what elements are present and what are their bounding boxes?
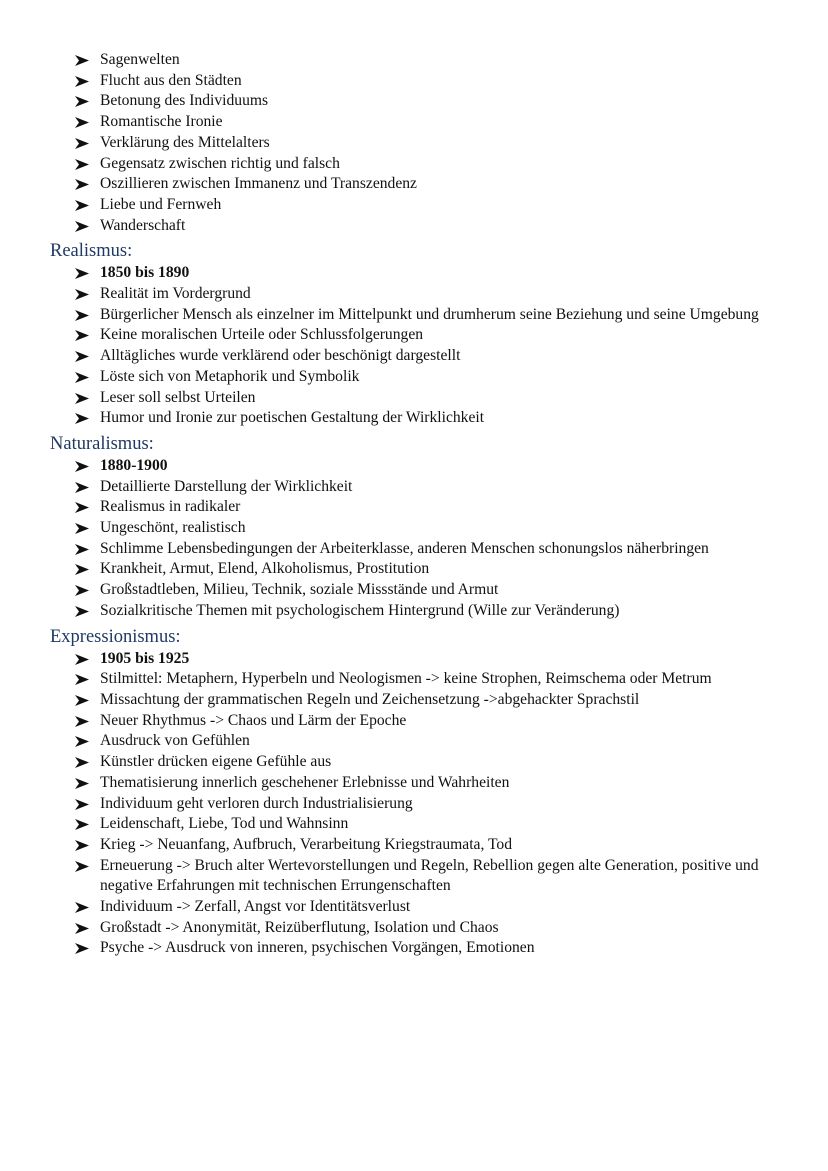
list-item: Krieg -> Neuanfang, Aufbruch, Verarbeitung Kriegstraumata, Tod xyxy=(0,835,828,856)
list-item: Detaillierte Darstellung der Wirklichkeit xyxy=(0,477,828,498)
arrowhead-bullet-icon xyxy=(75,393,89,404)
arrowhead-bullet-icon xyxy=(75,840,89,851)
arrowhead-bullet-icon xyxy=(75,564,89,575)
list-item: Leidenschaft, Liebe, Tod und Wahnsinn xyxy=(0,814,828,835)
arrowhead-bullet-icon xyxy=(75,310,89,321)
list-item: Thematisierung innerlich geschehener Erlebnisse und Wahrheiten xyxy=(0,773,828,794)
arrowhead-bullet-icon xyxy=(75,76,89,87)
list-item: Humor und Ironie zur poetischen Gestaltung der Wirklichkeit xyxy=(0,408,828,429)
list-item: Individuum geht verloren durch Industrialisierung xyxy=(0,794,828,815)
list-item: Löste sich von Metaphorik und Symbolik xyxy=(0,367,828,388)
arrowhead-bullet-icon xyxy=(75,289,89,300)
list-item: Liebe und Fernweh xyxy=(0,195,828,216)
list-item: Bürgerlicher Mensch als einzelner im Mittelpunkt und drumherum seine Beziehung und seine Umgebung xyxy=(0,305,828,326)
list-item: Missachtung der grammatischen Regeln und Zeichensetzung ->abgehackter Sprachstil xyxy=(0,690,828,711)
list-item: Großstadt -> Anonymität, Reizüberflutung, Isolation und Chaos xyxy=(0,918,828,939)
list-item: Alltägliches wurde verklärend oder beschönigt dargestellt xyxy=(0,346,828,367)
list-item: Realismus in radikaler xyxy=(0,497,828,518)
list-item: Psyche -> Ausdruck von inneren, psychischen Vorgängen, Emotionen xyxy=(0,938,828,959)
list-item: Neuer Rhythmus -> Chaos und Lärm der Epoche xyxy=(0,711,828,732)
arrowhead-bullet-icon xyxy=(75,544,89,555)
arrowhead-bullet-icon xyxy=(75,351,89,362)
arrowhead-bullet-icon xyxy=(75,757,89,768)
arrowhead-bullet-icon xyxy=(75,654,89,665)
arrowhead-bullet-icon xyxy=(75,523,89,534)
arrowhead-bullet-icon xyxy=(75,923,89,934)
arrowhead-bullet-icon xyxy=(75,695,89,706)
section-heading-expressionismus: Expressionismus: xyxy=(50,626,181,647)
realismus-list xyxy=(0,263,828,429)
list-item: Individuum -> Zerfall, Angst vor Identitätsverlust xyxy=(0,897,828,918)
list-item: Flucht aus den Städten xyxy=(0,71,828,92)
arrowhead-bullet-icon xyxy=(75,943,89,954)
intro-list xyxy=(0,50,828,236)
list-item: 1905 bis 1925 xyxy=(0,649,828,670)
arrowhead-bullet-icon xyxy=(75,606,89,617)
arrowhead-bullet-icon xyxy=(75,585,89,596)
arrowhead-bullet-icon xyxy=(75,117,89,128)
arrowhead-bullet-icon xyxy=(75,736,89,747)
list-item: Ausdruck von Gefühlen xyxy=(0,731,828,752)
arrowhead-bullet-icon xyxy=(75,413,89,424)
list-item: Leser soll selbst Urteilen xyxy=(0,388,828,409)
list-item: Keine moralischen Urteile oder Schlussfolgerungen xyxy=(0,325,828,346)
arrowhead-bullet-icon xyxy=(75,461,89,472)
list-item: Sozialkritische Themen mit psychologischem Hintergrund (Wille zur Veränderung) xyxy=(0,601,828,622)
arrowhead-bullet-icon xyxy=(75,96,89,107)
list-item: Erneuerung -> Bruch alter Wertevorstellungen und Regeln, Rebellion gegen alte Generation, positive und negative Erfahrungen mit technischen Errungenschaften xyxy=(0,856,828,897)
list-item: Sagenwelten xyxy=(0,50,828,71)
arrowhead-bullet-icon xyxy=(75,268,89,279)
arrowhead-bullet-icon xyxy=(75,502,89,513)
arrowhead-bullet-icon xyxy=(75,902,89,913)
list-item: 1880-1900 xyxy=(0,456,828,477)
expressionismus-list xyxy=(0,649,828,960)
list-item: Romantische Ironie xyxy=(0,112,828,133)
naturalismus-list xyxy=(0,456,828,622)
list-item: Ungeschönt, realistisch xyxy=(0,518,828,539)
section-heading-naturalismus: Naturalismus: xyxy=(50,433,154,454)
arrowhead-bullet-icon xyxy=(75,55,89,66)
arrowhead-bullet-icon xyxy=(75,159,89,170)
arrowhead-bullet-icon xyxy=(75,372,89,383)
arrowhead-bullet-icon xyxy=(75,482,89,493)
list-item: Großstadtleben, Milieu, Technik, soziale Missstände und Armut xyxy=(0,580,828,601)
arrowhead-bullet-icon xyxy=(75,674,89,685)
list-item: Oszillieren zwischen Immanenz und Transzendenz xyxy=(0,174,828,195)
list-item: Krankheit, Armut, Elend, Alkoholismus, Prostitution xyxy=(0,559,828,580)
arrowhead-bullet-icon xyxy=(75,138,89,149)
arrowhead-bullet-icon xyxy=(75,200,89,211)
list-item: Realität im Vordergrund xyxy=(0,284,828,305)
list-item: Künstler drücken eigene Gefühle aus xyxy=(0,752,828,773)
list-item: Stilmittel: Metaphern, Hyperbeln und Neologismen -> keine Strophen, Reimschema oder Metrum xyxy=(0,669,828,690)
list-item: Schlimme Lebensbedingungen der Arbeiterklasse, anderen Menschen schonungslos näherbringen xyxy=(0,539,828,560)
arrowhead-bullet-icon xyxy=(75,819,89,830)
list-item: Verklärung des Mittelalters xyxy=(0,133,828,154)
section-heading-realismus: Realismus: xyxy=(50,241,133,262)
list-item: 1850 bis 1890 xyxy=(0,263,828,284)
arrowhead-bullet-icon xyxy=(75,861,89,872)
arrowhead-bullet-icon xyxy=(75,221,89,232)
arrowhead-bullet-icon xyxy=(75,330,89,341)
arrowhead-bullet-icon xyxy=(75,778,89,789)
list-item: Betonung des Individuums xyxy=(0,91,828,112)
arrowhead-bullet-icon xyxy=(75,179,89,190)
list-item: Wanderschaft xyxy=(0,216,828,237)
list-item: Gegensatz zwischen richtig und falsch xyxy=(0,154,828,175)
document-page xyxy=(0,50,828,959)
arrowhead-bullet-icon xyxy=(75,799,89,810)
arrowhead-bullet-icon xyxy=(75,716,89,727)
